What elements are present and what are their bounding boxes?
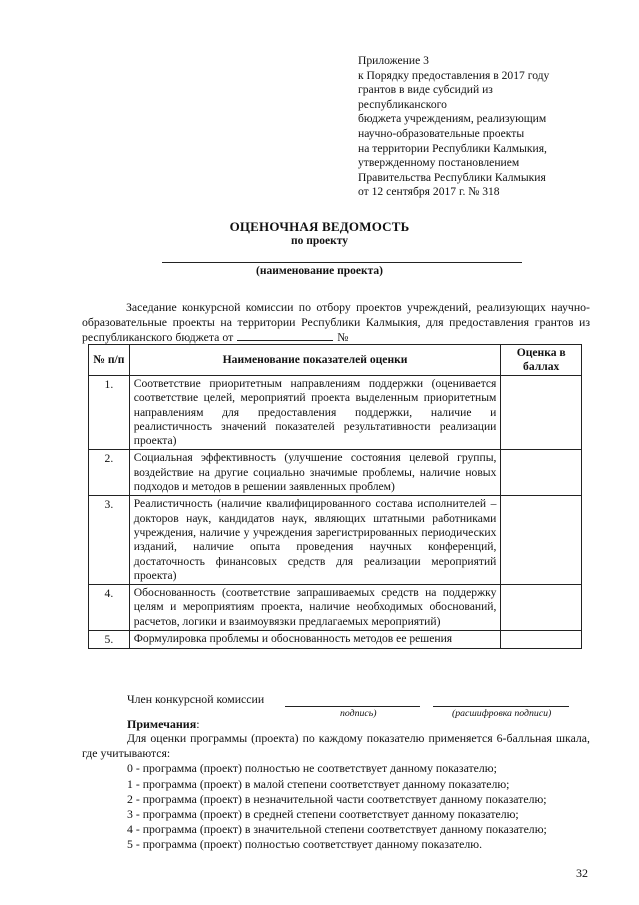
notes-body — [82, 731, 590, 853]
column-header-indicator: Наименование показателей оценки — [129, 345, 501, 376]
column-header-number: № п/п — [89, 345, 130, 376]
evaluation-table — [88, 344, 582, 649]
commission-member-label: Член конкурсной комиссии — [127, 692, 265, 706]
row-number: 4. — [89, 585, 130, 631]
row-number: 3. — [89, 496, 130, 585]
appendix-line: научно-образовательные проекты — [358, 126, 525, 140]
date-blank-line — [237, 330, 333, 341]
row-score-cell[interactable] — [501, 631, 582, 649]
table-row — [89, 585, 582, 631]
row-number: 5. — [89, 631, 130, 649]
row-indicator: Реалистичность (наличие квалифицированного состава исполнителей – докторов наук, кандидатов наук, являющих штатными работниками учреждения, наличие у учреждения зарегистрированных периодических изданий, наличие опыта проведения научных конференций, достаточность финансовых средств для реализации мероприятий проекта) — [129, 496, 501, 585]
appendix-line: утвержденному постановлением — [358, 156, 520, 170]
appendix-line: на территории Республики Калмыкия, — [358, 141, 547, 155]
notes-heading — [127, 717, 200, 732]
appendix-block — [358, 54, 598, 200]
row-score-cell[interactable] — [501, 496, 582, 585]
row-number: 1. — [89, 376, 130, 450]
row-indicator: Обоснованность (соответствие запрашиваемых средств на поддержку целям и мероприятиям проекта, наличие необходимых обоснований, расчетов, логики и взаимоувязки предлагаемых мероприятий) — [129, 585, 501, 631]
row-indicator: Социальная эффективность (улучшение состояния целевой группы, воздействие на другие социально значимые проблемы, наличие новых подходов и методов в решении заявленных проблем) — [129, 450, 501, 496]
row-score-cell[interactable] — [501, 585, 582, 631]
notes-scale-item: 4 - программа (проект) в значительной степени соответствует данному показателю; — [127, 822, 547, 837]
row-indicator: Формулировка проблемы и обоснованность методов ее решения — [129, 631, 501, 649]
notes-scale-item: 3 - программа (проект) в средней степени соответствует данному показателю; — [127, 807, 519, 822]
appendix-line: республиканского — [358, 97, 447, 111]
row-number: 2. — [89, 450, 130, 496]
table-row — [89, 376, 582, 450]
signature-caption: подпись) — [340, 708, 377, 719]
intro-paragraph — [82, 300, 590, 344]
table-row — [89, 631, 582, 649]
row-indicator: Соответствие приоритетным направлениям поддержки (оценивается соответствие целей, мероприятий проекта выделенным приоритетным направлениям для предоставления поддержки, наличие и реалистичность значений показателей результативности реализации проекта) — [129, 376, 501, 450]
notes-scale-item: 1 - программа (проект) в малой степени соответствует данному показателю; — [127, 776, 510, 791]
row-score-cell[interactable] — [501, 450, 582, 496]
table-header-row — [89, 345, 582, 376]
project-name-line — [162, 262, 522, 263]
appendix-line: Правительства Республики Калмыкия — [358, 170, 546, 184]
notes-intro: Для оценки программы (проекта) по каждому показателю применяется 6-балльная шкала, где учитываются: — [82, 731, 590, 761]
appendix-line: Приложение 3 — [358, 54, 429, 67]
table-row — [89, 450, 582, 496]
appendix-line: к Порядку предоставления в 2017 году — [358, 68, 550, 82]
notes-scale-item: 0 - программа (проект) полностью не соответствует данному показателю; — [127, 761, 497, 776]
project-name-caption: (наименование проекта) — [256, 265, 383, 277]
table-row — [89, 496, 582, 585]
page-number: 32 — [576, 866, 588, 880]
notes-title-colon: : — [196, 717, 200, 731]
notes-title: Примечания — [127, 717, 197, 731]
number-sign: № — [337, 329, 349, 344]
signature-decoding-caption: (расшифровка подписи) — [452, 708, 552, 719]
column-header-score: Оценка в баллах — [501, 345, 582, 376]
notes-scale-item: 2 - программа (проект) в незначительной части соответствует данному показателю; — [127, 791, 547, 806]
signature-line[interactable] — [285, 706, 420, 707]
signature-decoding-line[interactable] — [433, 706, 569, 707]
intro-text: Заседание конкурсной комиссии по отбору проектов учреждений, реализующих научно-образовательные проекты на территории Республики Калмыкия, для предоставления грантов из республиканского бюджета от — [82, 300, 590, 344]
notes-scale-item: 5 - программа (проект) полностью соответствует данному показателю. — [127, 837, 483, 852]
document-subtitle: по проекту — [290, 235, 348, 247]
appendix-line: грантов в виде субсидий из — [358, 83, 493, 97]
row-score-cell[interactable] — [501, 376, 582, 450]
document-title: ОЦЕНОЧНАЯ ВЕДОМОСТЬ — [229, 219, 410, 234]
appendix-line: бюджета учреждениям, реализующим — [358, 112, 547, 126]
appendix-line: от 12 сентября 2017 г. № 318 — [358, 185, 500, 199]
